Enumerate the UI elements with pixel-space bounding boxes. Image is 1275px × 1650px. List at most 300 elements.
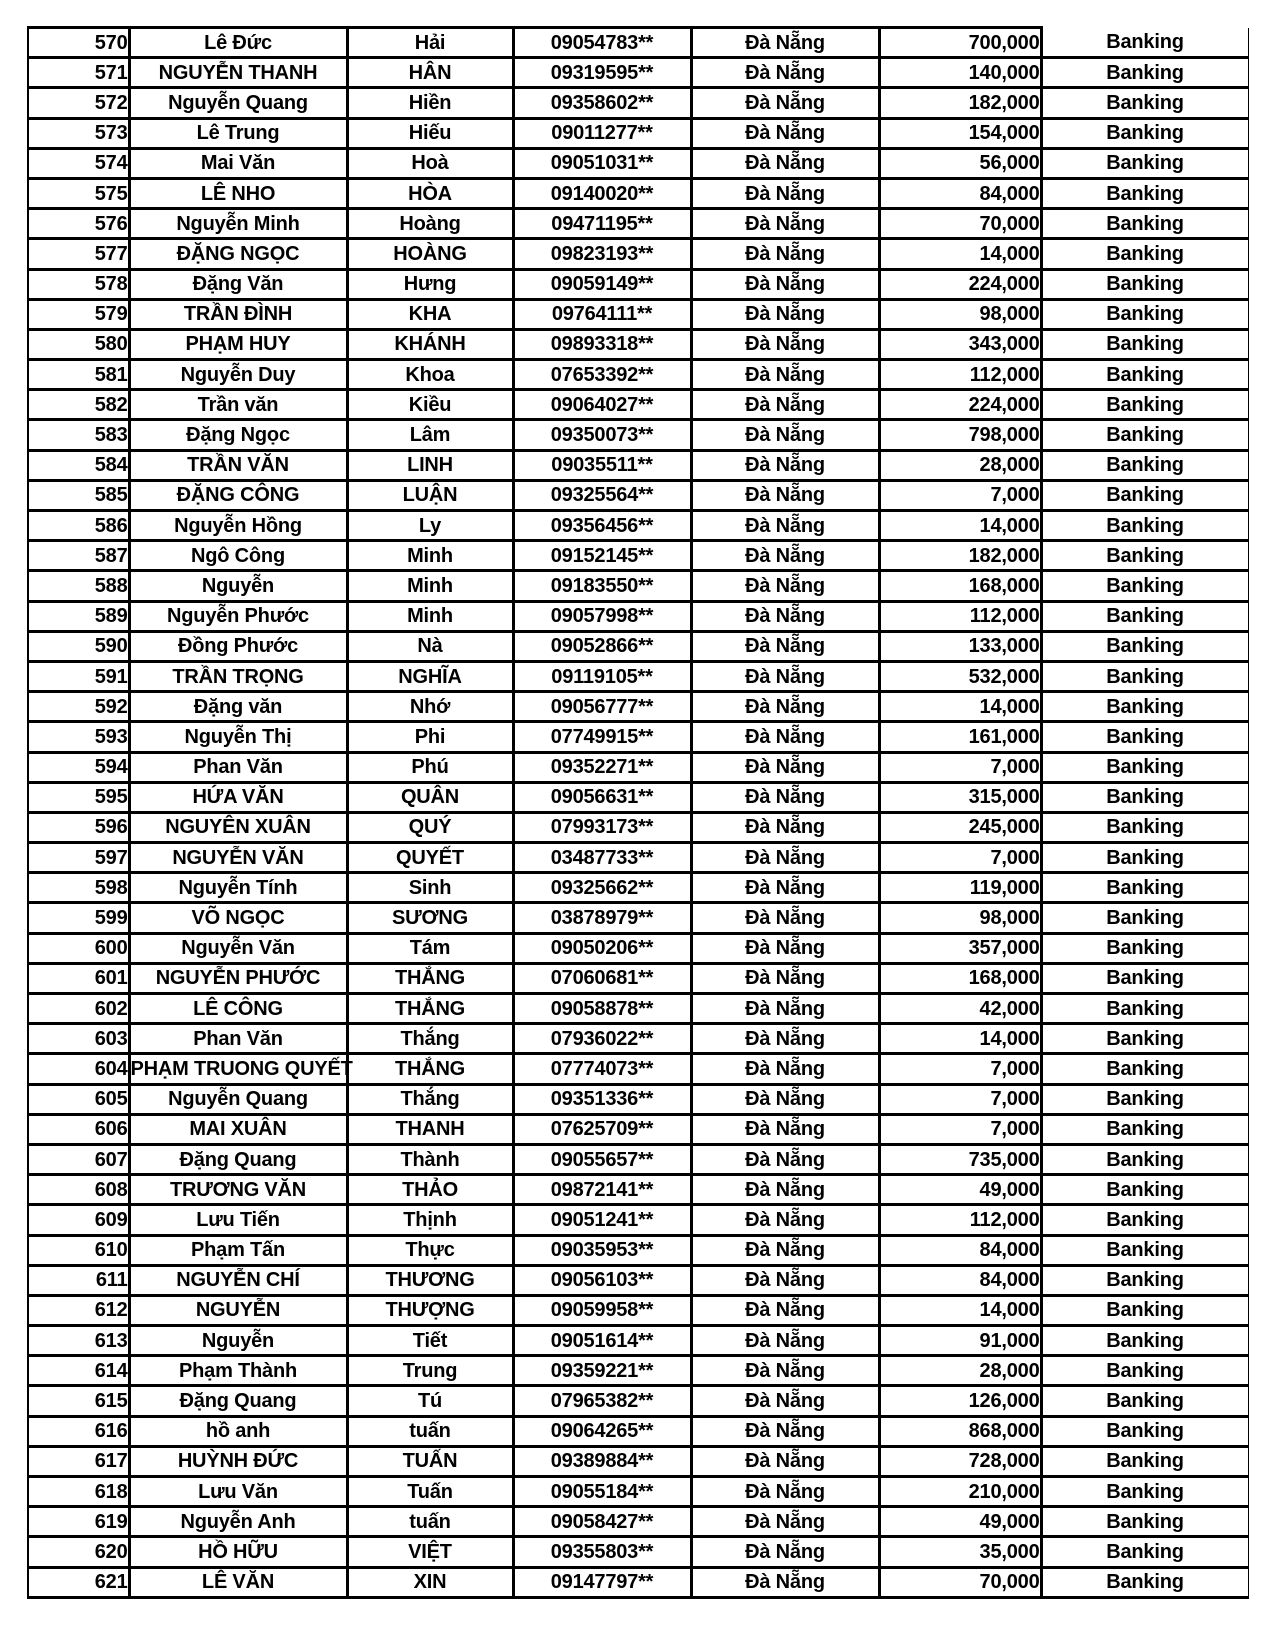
cell-phone-number: 07060681**	[513, 963, 691, 993]
cell-first-name: Lê Trung	[129, 118, 347, 148]
table-row	[28, 661, 1248, 691]
cell-row-number: 606	[28, 1114, 129, 1144]
cell-payment-method: Banking	[1041, 269, 1248, 299]
cell-phone-number: 09147797**	[513, 1567, 691, 1597]
cell-amount: 7,000	[879, 843, 1041, 873]
cell-amount: 28,000	[879, 450, 1041, 480]
cell-row-number: 594	[28, 752, 129, 782]
cell-phone-number: 09051031**	[513, 148, 691, 178]
cell-city: Đà Nẵng	[691, 1175, 879, 1205]
cell-city: Đà Nẵng	[691, 88, 879, 118]
table-row	[28, 329, 1248, 359]
cell-last-name: Thành	[347, 1144, 513, 1174]
cell-first-name: Nguyễn	[129, 571, 347, 601]
cell-city: Đà Nẵng	[691, 1024, 879, 1054]
cell-phone-number: 09059149**	[513, 269, 691, 299]
cell-payment-method: Banking	[1041, 1175, 1248, 1205]
cell-amount: 728,000	[879, 1446, 1041, 1476]
cell-amount: 735,000	[879, 1144, 1041, 1174]
cell-city: Đà Nẵng	[691, 1477, 879, 1507]
cell-first-name: LÊ CÔNG	[129, 994, 347, 1024]
table-row	[28, 843, 1248, 873]
cell-first-name: ĐẶNG NGỌC	[129, 239, 347, 269]
cell-amount: 7,000	[879, 1084, 1041, 1114]
cell-city: Đà Nẵng	[691, 1054, 879, 1084]
cell-row-number: 574	[28, 148, 129, 178]
cell-amount: 182,000	[879, 88, 1041, 118]
table-row	[28, 1235, 1248, 1265]
cell-payment-method: Banking	[1041, 933, 1248, 963]
cell-row-number: 570	[28, 28, 129, 58]
cell-amount: 798,000	[879, 420, 1041, 450]
cell-row-number: 588	[28, 571, 129, 601]
cell-phone-number: 09059958**	[513, 1295, 691, 1325]
cell-city: Đà Nẵng	[691, 601, 879, 631]
cell-amount: 224,000	[879, 269, 1041, 299]
cell-row-number: 595	[28, 782, 129, 812]
cell-first-name: NGUYỄN THANH	[129, 58, 347, 88]
table-row	[28, 1175, 1248, 1205]
cell-amount: 14,000	[879, 1295, 1041, 1325]
cell-payment-method: Banking	[1041, 1114, 1248, 1144]
table-row	[28, 1114, 1248, 1144]
cell-city: Đà Nẵng	[691, 1295, 879, 1325]
cell-first-name: NGUYỄN CHÍ	[129, 1265, 347, 1295]
cell-row-number: 583	[28, 420, 129, 450]
cell-row-number: 585	[28, 480, 129, 510]
cell-amount: 154,000	[879, 118, 1041, 148]
cell-last-name: Trung	[347, 1356, 513, 1386]
cell-last-name: Phú	[347, 752, 513, 782]
cell-first-name: PHẠM HUY	[129, 329, 347, 359]
cell-phone-number: 09764111**	[513, 299, 691, 329]
cell-phone-number: 09056103**	[513, 1265, 691, 1295]
cell-first-name: ĐẶNG CÔNG	[129, 480, 347, 510]
cell-first-name: TRẦN VĂN	[129, 450, 347, 480]
cell-payment-method: Banking	[1041, 209, 1248, 239]
cell-last-name: KHÁNH	[347, 329, 513, 359]
cell-row-number: 612	[28, 1295, 129, 1325]
cell-amount: 84,000	[879, 178, 1041, 208]
cell-payment-method: Banking	[1041, 782, 1248, 812]
cell-first-name: Nguyễn Hồng	[129, 511, 347, 541]
cell-city: Đà Nẵng	[691, 1084, 879, 1114]
table-row	[28, 1537, 1248, 1567]
cell-amount: 14,000	[879, 1024, 1041, 1054]
cell-amount: 56,000	[879, 148, 1041, 178]
cell-first-name: Phạm Thành	[129, 1356, 347, 1386]
cell-payment-method: Banking	[1041, 118, 1248, 148]
cell-city: Đà Nẵng	[691, 963, 879, 993]
cell-phone-number: 03878979**	[513, 903, 691, 933]
cell-phone-number: 07625709**	[513, 1114, 691, 1144]
table-row	[28, 541, 1248, 571]
cell-phone-number: 09325662**	[513, 873, 691, 903]
cell-payment-method: Banking	[1041, 1507, 1248, 1537]
cell-payment-method: Banking	[1041, 843, 1248, 873]
cell-amount: 140,000	[879, 58, 1041, 88]
cell-payment-method: Banking	[1041, 480, 1248, 510]
cell-first-name: LÊ NHO	[129, 178, 347, 208]
cell-first-name: Đặng Quang	[129, 1386, 347, 1416]
cell-payment-method: Banking	[1041, 692, 1248, 722]
cell-last-name: LUẬN	[347, 480, 513, 510]
cell-first-name: hồ anh	[129, 1416, 347, 1446]
cell-last-name: NGHĨA	[347, 661, 513, 691]
cell-payment-method: Banking	[1041, 812, 1248, 842]
cell-last-name: Lâm	[347, 420, 513, 450]
table-row	[28, 148, 1248, 178]
cell-phone-number: 09011277**	[513, 118, 691, 148]
cell-first-name: Nguyễn Phước	[129, 601, 347, 631]
cell-last-name: QUÂN	[347, 782, 513, 812]
cell-row-number: 602	[28, 994, 129, 1024]
cell-payment-method: Banking	[1041, 1144, 1248, 1174]
cell-city: Đà Nẵng	[691, 933, 879, 963]
cell-first-name: Nguyễn Quang	[129, 1084, 347, 1114]
cell-amount: 28,000	[879, 1356, 1041, 1386]
table-row	[28, 299, 1248, 329]
cell-row-number: 582	[28, 390, 129, 420]
cell-phone-number: 09140020**	[513, 178, 691, 208]
cell-amount: 7,000	[879, 752, 1041, 782]
cell-phone-number: 09119105**	[513, 661, 691, 691]
cell-last-name: Phi	[347, 722, 513, 752]
cell-city: Đà Nẵng	[691, 28, 879, 58]
cell-first-name: PHẠM TRUONG QUYẾT	[129, 1054, 347, 1084]
cell-phone-number: 09351336**	[513, 1084, 691, 1114]
cell-city: Đà Nẵng	[691, 299, 879, 329]
cell-last-name: THƯƠNG	[347, 1265, 513, 1295]
cell-amount: 35,000	[879, 1537, 1041, 1567]
cell-phone-number: 07936022**	[513, 1024, 691, 1054]
cell-last-name: HÒA	[347, 178, 513, 208]
cell-row-number: 579	[28, 299, 129, 329]
cell-last-name: Nà	[347, 631, 513, 661]
table-row	[28, 1416, 1248, 1446]
cell-first-name: NGUYỄN PHƯỚC	[129, 963, 347, 993]
cell-amount: 700,000	[879, 28, 1041, 58]
table-row	[28, 1024, 1248, 1054]
cell-first-name: NGUYÊN XUÂN	[129, 812, 347, 842]
cell-phone-number: 09054783**	[513, 28, 691, 58]
cell-phone-number: 09055184**	[513, 1477, 691, 1507]
cell-payment-method: Banking	[1041, 239, 1248, 269]
cell-amount: 182,000	[879, 541, 1041, 571]
cell-amount: 343,000	[879, 329, 1041, 359]
cell-phone-number: 09051614**	[513, 1326, 691, 1356]
cell-payment-method: Banking	[1041, 58, 1248, 88]
cell-city: Đà Nẵng	[691, 239, 879, 269]
cell-phone-number: 09355803**	[513, 1537, 691, 1567]
cell-payment-method: Banking	[1041, 390, 1248, 420]
cell-phone-number: 09057998**	[513, 601, 691, 631]
cell-row-number: 616	[28, 1416, 129, 1446]
cell-last-name: THƯỢNG	[347, 1295, 513, 1325]
cell-last-name: Thắng	[347, 1024, 513, 1054]
table-row	[28, 58, 1248, 88]
cell-last-name: Hiếu	[347, 118, 513, 148]
cell-payment-method: Banking	[1041, 661, 1248, 691]
cell-last-name: KHA	[347, 299, 513, 329]
table-row	[28, 601, 1248, 631]
cell-city: Đà Nẵng	[691, 148, 879, 178]
cell-phone-number: 09064265**	[513, 1416, 691, 1446]
cell-amount: 245,000	[879, 812, 1041, 842]
cell-row-number: 577	[28, 239, 129, 269]
cell-first-name: Nguyễn Duy	[129, 360, 347, 390]
cell-last-name: Thực	[347, 1235, 513, 1265]
cell-first-name: Đặng văn	[129, 692, 347, 722]
cell-city: Đà Nẵng	[691, 420, 879, 450]
cell-last-name: TUẤN	[347, 1446, 513, 1476]
cell-phone-number: 09356456**	[513, 511, 691, 541]
cell-row-number: 610	[28, 1235, 129, 1265]
cell-first-name: Nguyễn Tính	[129, 873, 347, 903]
cell-payment-method: Banking	[1041, 1567, 1248, 1597]
cell-phone-number: 09064027**	[513, 390, 691, 420]
table-row	[28, 269, 1248, 299]
cell-city: Đà Nẵng	[691, 450, 879, 480]
cell-payment-method: Banking	[1041, 722, 1248, 752]
cell-payment-method: Banking	[1041, 299, 1248, 329]
cell-city: Đà Nẵng	[691, 692, 879, 722]
cell-row-number: 590	[28, 631, 129, 661]
cell-phone-number: 09058878**	[513, 994, 691, 1024]
cell-payment-method: Banking	[1041, 873, 1248, 903]
cell-last-name: Thắng	[347, 1084, 513, 1114]
cell-row-number: 578	[28, 269, 129, 299]
cell-last-name: Ly	[347, 511, 513, 541]
cell-last-name: Tám	[347, 933, 513, 963]
cell-city: Đà Nẵng	[691, 843, 879, 873]
cell-row-number: 608	[28, 1175, 129, 1205]
cell-phone-number: 07774073**	[513, 1054, 691, 1084]
table-row	[28, 480, 1248, 510]
cell-last-name: Minh	[347, 571, 513, 601]
table-row	[28, 209, 1248, 239]
cell-city: Đà Nẵng	[691, 178, 879, 208]
cell-last-name: Hoàng	[347, 209, 513, 239]
cell-city: Đà Nẵng	[691, 722, 879, 752]
cell-first-name: Phan Văn	[129, 1024, 347, 1054]
table-row	[28, 420, 1248, 450]
cell-payment-method: Banking	[1041, 571, 1248, 601]
cell-last-name: Minh	[347, 601, 513, 631]
cell-city: Đà Nẵng	[691, 1144, 879, 1174]
cell-phone-number: 09035953**	[513, 1235, 691, 1265]
cell-first-name: HỨA VĂN	[129, 782, 347, 812]
cell-first-name: VÕ NGỌC	[129, 903, 347, 933]
cell-amount: 84,000	[879, 1235, 1041, 1265]
cell-amount: 14,000	[879, 692, 1041, 722]
cell-city: Đà Nẵng	[691, 1205, 879, 1235]
cell-row-number: 592	[28, 692, 129, 722]
table-row	[28, 1084, 1248, 1114]
cell-phone-number: 09823193**	[513, 239, 691, 269]
cell-city: Đà Nẵng	[691, 118, 879, 148]
cell-amount: 224,000	[879, 390, 1041, 420]
cell-last-name: HOÀNG	[347, 239, 513, 269]
cell-phone-number: 09471195**	[513, 209, 691, 239]
cell-phone-number: 09183550**	[513, 571, 691, 601]
table-row	[28, 88, 1248, 118]
cell-city: Đà Nẵng	[691, 269, 879, 299]
cell-first-name: Lưu Văn	[129, 1477, 347, 1507]
cell-first-name: Lê Đức	[129, 28, 347, 58]
cell-amount: 7,000	[879, 1114, 1041, 1144]
cell-phone-number: 09058427**	[513, 1507, 691, 1537]
table-row	[28, 933, 1248, 963]
cell-payment-method: Banking	[1041, 360, 1248, 390]
cell-last-name: THẢO	[347, 1175, 513, 1205]
cell-city: Đà Nẵng	[691, 873, 879, 903]
cell-phone-number: 07749915**	[513, 722, 691, 752]
cell-phone-number: 09389884**	[513, 1446, 691, 1476]
cell-payment-method: Banking	[1041, 511, 1248, 541]
cell-phone-number: 09352271**	[513, 752, 691, 782]
cell-amount: 357,000	[879, 933, 1041, 963]
cell-city: Đà Nẵng	[691, 209, 879, 239]
cell-payment-method: Banking	[1041, 329, 1248, 359]
table-row	[28, 360, 1248, 390]
cell-first-name: Đặng Ngọc	[129, 420, 347, 450]
cell-amount: 168,000	[879, 963, 1041, 993]
cell-city: Đà Nẵng	[691, 903, 879, 933]
cell-payment-method: Banking	[1041, 420, 1248, 450]
cell-phone-number: 09052866**	[513, 631, 691, 661]
cell-row-number: 573	[28, 118, 129, 148]
cell-last-name: Kiều	[347, 390, 513, 420]
cell-amount: 168,000	[879, 571, 1041, 601]
cell-last-name: QUYẾT	[347, 843, 513, 873]
cell-amount: 119,000	[879, 873, 1041, 903]
cell-city: Đà Nẵng	[691, 1567, 879, 1597]
cell-first-name: Lưu Tiến	[129, 1205, 347, 1235]
cell-first-name: TRƯƠNG VĂN	[129, 1175, 347, 1205]
cell-first-name: Ngô Công	[129, 541, 347, 571]
table-row	[28, 1386, 1248, 1416]
cell-row-number: 571	[28, 58, 129, 88]
cell-payment-method: Banking	[1041, 1235, 1248, 1265]
table-row	[28, 752, 1248, 782]
cell-phone-number: 07653392**	[513, 360, 691, 390]
cell-row-number: 597	[28, 843, 129, 873]
table-row	[28, 571, 1248, 601]
cell-row-number: 581	[28, 360, 129, 390]
table-row	[28, 1326, 1248, 1356]
cell-last-name: Hoà	[347, 148, 513, 178]
cell-payment-method: Banking	[1041, 631, 1248, 661]
cell-city: Đà Nẵng	[691, 782, 879, 812]
cell-first-name: TRẦN ĐÌNH	[129, 299, 347, 329]
cell-row-number: 611	[28, 1265, 129, 1295]
cell-row-number: 580	[28, 329, 129, 359]
cell-city: Đà Nẵng	[691, 480, 879, 510]
cell-city: Đà Nẵng	[691, 661, 879, 691]
cell-last-name: XIN	[347, 1567, 513, 1597]
cell-payment-method: Banking	[1041, 1537, 1248, 1567]
cell-amount: 49,000	[879, 1175, 1041, 1205]
table-row	[28, 782, 1248, 812]
table-row	[28, 1144, 1248, 1174]
cell-payment-method: Banking	[1041, 1054, 1248, 1084]
cell-phone-number: 09152145**	[513, 541, 691, 571]
cell-amount: 70,000	[879, 1567, 1041, 1597]
cell-amount: 315,000	[879, 782, 1041, 812]
cell-row-number: 615	[28, 1386, 129, 1416]
table-row	[28, 118, 1248, 148]
cell-phone-number: 09893318**	[513, 329, 691, 359]
cell-city: Đà Nẵng	[691, 390, 879, 420]
cell-city: Đà Nẵng	[691, 541, 879, 571]
cell-payment-method: Banking	[1041, 1326, 1248, 1356]
table-row	[28, 1295, 1248, 1325]
cell-last-name: Tuấn	[347, 1477, 513, 1507]
cell-row-number: 576	[28, 209, 129, 239]
cell-payment-method: Banking	[1041, 148, 1248, 178]
cell-phone-number: 09055657**	[513, 1144, 691, 1174]
cell-amount: 49,000	[879, 1507, 1041, 1537]
cell-amount: 532,000	[879, 661, 1041, 691]
cell-first-name: LÊ VĂN	[129, 1567, 347, 1597]
cell-amount: 98,000	[879, 903, 1041, 933]
cell-last-name: THẮNG	[347, 963, 513, 993]
cell-payment-method: Banking	[1041, 1265, 1248, 1295]
cell-row-number: 617	[28, 1446, 129, 1476]
cell-first-name: Mai Văn	[129, 148, 347, 178]
cell-last-name: Tú	[347, 1386, 513, 1416]
cell-first-name: Phạm Tấn	[129, 1235, 347, 1265]
cell-row-number: 600	[28, 933, 129, 963]
cell-city: Đà Nẵng	[691, 994, 879, 1024]
cell-last-name: QUÝ	[347, 812, 513, 842]
table-row	[28, 1356, 1248, 1386]
cell-row-number: 603	[28, 1024, 129, 1054]
table-row	[28, 178, 1248, 208]
table-row	[28, 631, 1248, 661]
cell-phone-number: 09325564**	[513, 480, 691, 510]
cell-phone-number: 09056631**	[513, 782, 691, 812]
cell-payment-method: Banking	[1041, 1356, 1248, 1386]
cell-amount: 7,000	[879, 480, 1041, 510]
cell-amount: 14,000	[879, 239, 1041, 269]
cell-city: Đà Nẵng	[691, 1114, 879, 1144]
cell-city: Đà Nẵng	[691, 1446, 879, 1476]
cell-first-name: Đặng Quang	[129, 1144, 347, 1174]
cell-last-name: THẮNG	[347, 1054, 513, 1084]
table-row	[28, 1054, 1248, 1084]
table-row	[28, 1265, 1248, 1295]
table-row	[28, 1205, 1248, 1235]
cell-row-number: 609	[28, 1205, 129, 1235]
donor-table	[27, 26, 1249, 1599]
cell-amount: 161,000	[879, 722, 1041, 752]
cell-row-number: 618	[28, 1477, 129, 1507]
cell-amount: 14,000	[879, 511, 1041, 541]
cell-first-name: Nguyễn Quang	[129, 88, 347, 118]
cell-row-number: 621	[28, 1567, 129, 1597]
cell-payment-method: Banking	[1041, 178, 1248, 208]
cell-payment-method: Banking	[1041, 28, 1248, 58]
cell-first-name: Nguyễn	[129, 1326, 347, 1356]
cell-last-name: HÂN	[347, 58, 513, 88]
table-row	[28, 812, 1248, 842]
cell-phone-number: 09319595**	[513, 58, 691, 88]
cell-last-name: Tiết	[347, 1326, 513, 1356]
table-row	[28, 450, 1248, 480]
table-row	[28, 239, 1248, 269]
